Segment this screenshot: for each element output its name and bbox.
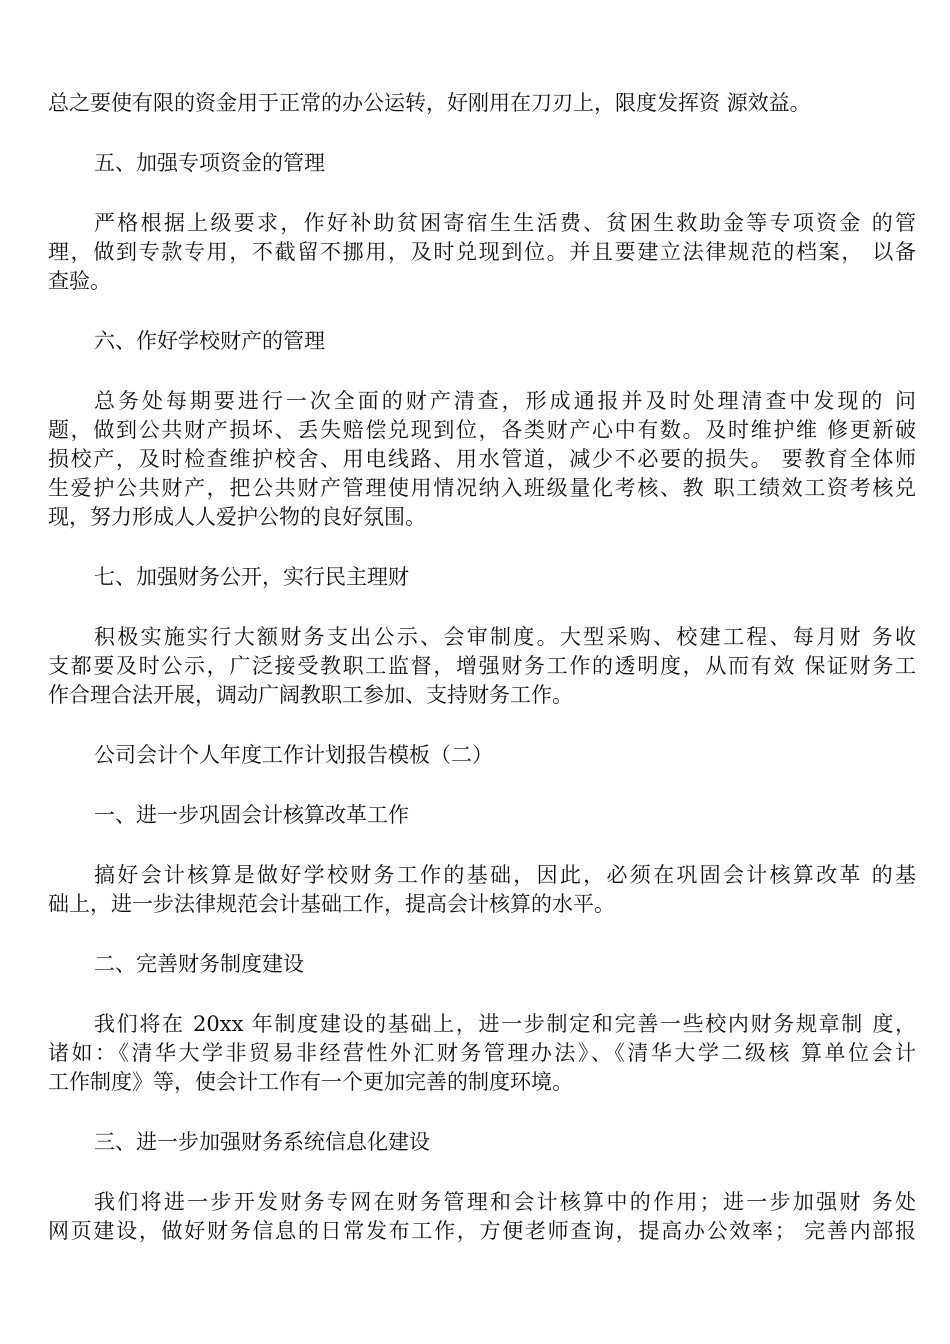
text-line: 工作制度》等，使会计工作有一个更加完善的制度环境。 [48, 1070, 573, 1094]
text-line: 我们将进一步开发财务专网在财务管理和会计核算中的作用；进一步加强财 务处 [94, 1190, 916, 1214]
text-line: 搞好会计核算是做好学校财务工作的基础，因此，必须在巩固会计核算改革 的基 [94, 863, 916, 887]
text-line: 严格根据上级要求，作好补助贫困寄宿生生活费、贫困生救助金等专项资金 的管 [94, 211, 916, 235]
paragraph-informatization [48, 1188, 916, 1246]
paragraph-accounting [48, 861, 916, 919]
document-page [48, 89, 916, 1246]
section-heading-3: 三、进一步加强财务系统信息化建设 [94, 1130, 430, 1154]
text-line: 作合理合法开展，调动广阔教职工参加、支持财务工作。 [48, 683, 573, 707]
text-line: 我们将在 20xx 年制度建设的基础上，进一步制定和完善一些校内财务规章制 度， [94, 1012, 916, 1036]
section-heading-1: 一、进一步巩固会计核算改革工作 [94, 803, 409, 827]
text-line: 支都要及时公示，广泛接受教职工监督，增强财务工作的透明度，从而有效 保证财务工 [48, 654, 916, 678]
text-line: 础上，进一步法律规范会计基础工作，提高会计核算的水平。 [48, 892, 615, 916]
paragraph-disclosure [48, 623, 916, 710]
section-heading-2: 二、完善财务制度建设 [94, 952, 304, 976]
paragraph-intro [48, 89, 916, 118]
text-line: 网页建设，做好财务信息的日常发布工作，方便老师查询，提高办公效率； 完善内部报 [48, 1219, 916, 1243]
section-heading-6: 六、作好学校财产的管理 [94, 329, 325, 353]
text-line: 积极实施实行大额财务支出公示、会审制度。大型采购、校建工程、每月财 务收 [94, 625, 916, 649]
document-subtitle: 公司会计个人年度工作计划报告模板（二） [94, 743, 493, 767]
paragraph-regulations [48, 1010, 916, 1097]
text-line: 总之要使有限的资金用于正常的办公运转，好刚用在刀刃上，限度发挥资 源效益。 [48, 91, 811, 115]
text-line: 总务处每期要进行一次全面的财产清查，形成通报并及时处理清查中发现的 问 [94, 389, 916, 413]
text-line: 现，努力形成人人爱护公物的良好氛围。 [48, 505, 426, 529]
text-line: 理，做到专款专用，不截留不挪用，及时兑现到位。并且要建立法律规范的档案， 以备 [48, 240, 916, 264]
section-heading-7: 七、加强财务公开，实行民主理财 [94, 565, 409, 589]
section-heading-5: 五、加强专项资金的管理 [94, 151, 325, 175]
text-line: 生爱护公共财产，把公共财产管理使用情况纳入班级量化考核、教 职工绩效工资考核兑 [48, 476, 916, 500]
paragraph-property [48, 387, 916, 532]
text-line: 题，做到公共财产损坏、丢失赔偿兑现到位，各类财产心中有数。及时维护维 修更新破 [48, 418, 916, 442]
text-line: 诸如：《清华大学非贸易非经营性外汇财务管理办法》、《清华大学二级核 算单位会计 [48, 1041, 916, 1065]
paragraph-special-funds [48, 209, 916, 296]
text-line: 查验。 [48, 269, 111, 293]
text-line: 损校产，及时检查维护校舍、用电线路、用水管道，减少不必要的损失。 要教育全体师 [48, 447, 916, 471]
